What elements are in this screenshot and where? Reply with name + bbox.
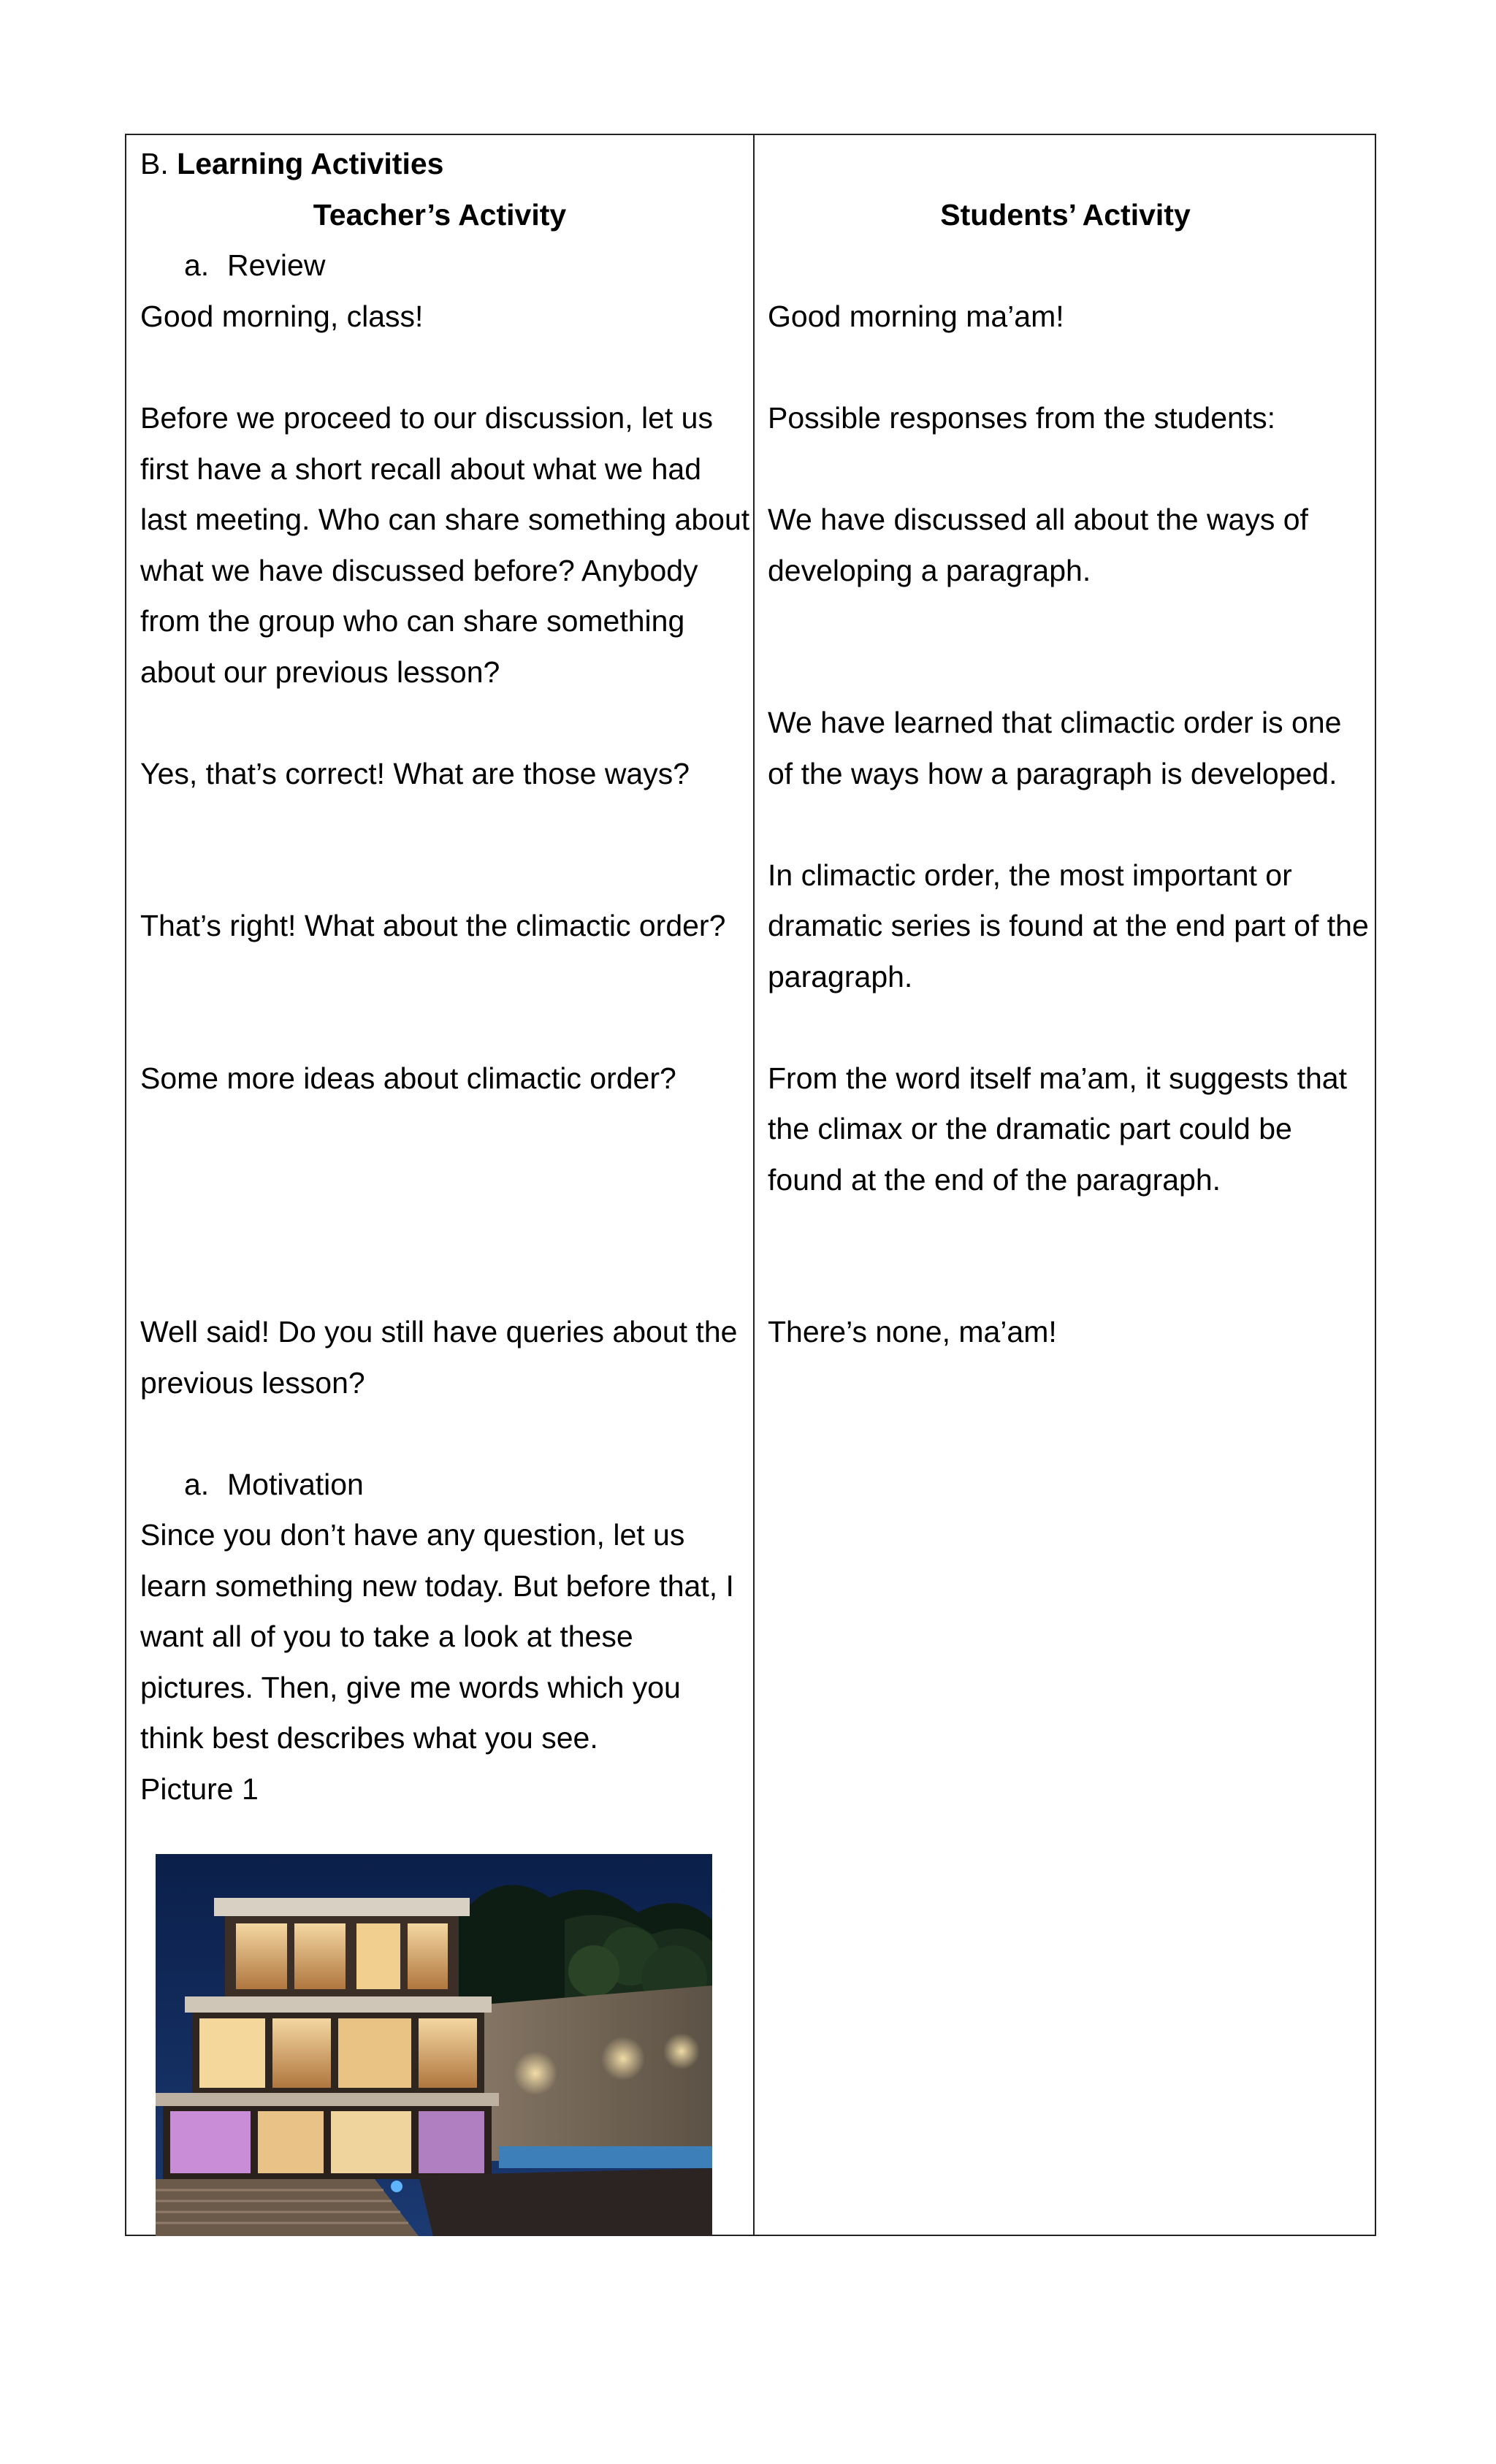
teacher-climactic-question: That’s right! What about the climactic order? — [140, 909, 726, 942]
motivation-list-item — [184, 1460, 364, 1511]
text-line: first have a short recall about what we had — [140, 452, 702, 486]
students-possible-responses: Possible responses from the students: — [768, 401, 1276, 435]
text-line: want all of you to take a look at these — [140, 1620, 633, 1653]
list-marker: a. — [184, 1468, 210, 1501]
review-list-item — [184, 240, 325, 291]
section-prefix: B. — [140, 147, 169, 180]
text-line: Well said! Do you still have queries about the — [140, 1315, 738, 1349]
teacher-ways-question: Yes, that’s correct! What are those ways? — [140, 757, 690, 790]
text-line: Since you don’t have any question, let us — [140, 1518, 685, 1552]
text-line: found at the end of the paragraph. — [768, 1163, 1221, 1197]
students-greeting: Good morning ma’am! — [768, 300, 1064, 333]
text-line: last meeting. Who can share something about — [140, 503, 750, 536]
text-line: We have discussed all about the ways of — [768, 503, 1308, 536]
text-line: previous lesson? — [140, 1366, 365, 1400]
text-line: think best describes what you see. — [140, 1721, 598, 1755]
picture-label: Picture 1 — [140, 1772, 259, 1806]
column-divider — [753, 135, 755, 2235]
text-line: what we have discussed before? Anybody — [140, 554, 698, 587]
section-title: Learning Activities — [177, 147, 444, 180]
text-line: learn something new today. But before that, I — [140, 1569, 734, 1603]
text-line: of the ways how a paragraph is developed. — [768, 757, 1337, 790]
text-line: developing a paragraph. — [768, 554, 1091, 587]
house-photo — [156, 1854, 712, 2236]
review-label: Review — [227, 248, 326, 282]
teacher-more-ideas-question: Some more ideas about climactic order? — [140, 1061, 676, 1095]
text-line: dramatic series is found at the end part of the — [768, 909, 1369, 942]
motivation-label: Motivation — [227, 1468, 364, 1501]
text-line: In climactic order, the most important or — [768, 858, 1292, 892]
learning-activities-table — [125, 134, 1376, 2236]
teacher-column-header: Teacher’s Activity — [313, 198, 567, 232]
text-line: about our previous lesson? — [140, 655, 500, 689]
text-line: the climax or the dramatic part could be — [768, 1112, 1292, 1145]
text-line: We have learned that climactic order is one — [768, 706, 1342, 739]
text-line: paragraph. — [768, 960, 913, 993]
text-line: from the group who can share something — [140, 604, 685, 638]
text-line: From the word itself ma’am, it suggests that — [768, 1061, 1347, 1095]
list-marker: a. — [184, 248, 210, 282]
section-heading — [140, 139, 747, 190]
students-column-header: Students’ Activity — [940, 198, 1191, 232]
teacher-greeting: Good morning, class! — [140, 300, 424, 333]
text-line: pictures. Then, give me words which you — [140, 1671, 681, 1704]
students-none-response: There’s none, ma’am! — [768, 1315, 1057, 1349]
text-line: Before we proceed to our discussion, let us — [140, 401, 713, 435]
